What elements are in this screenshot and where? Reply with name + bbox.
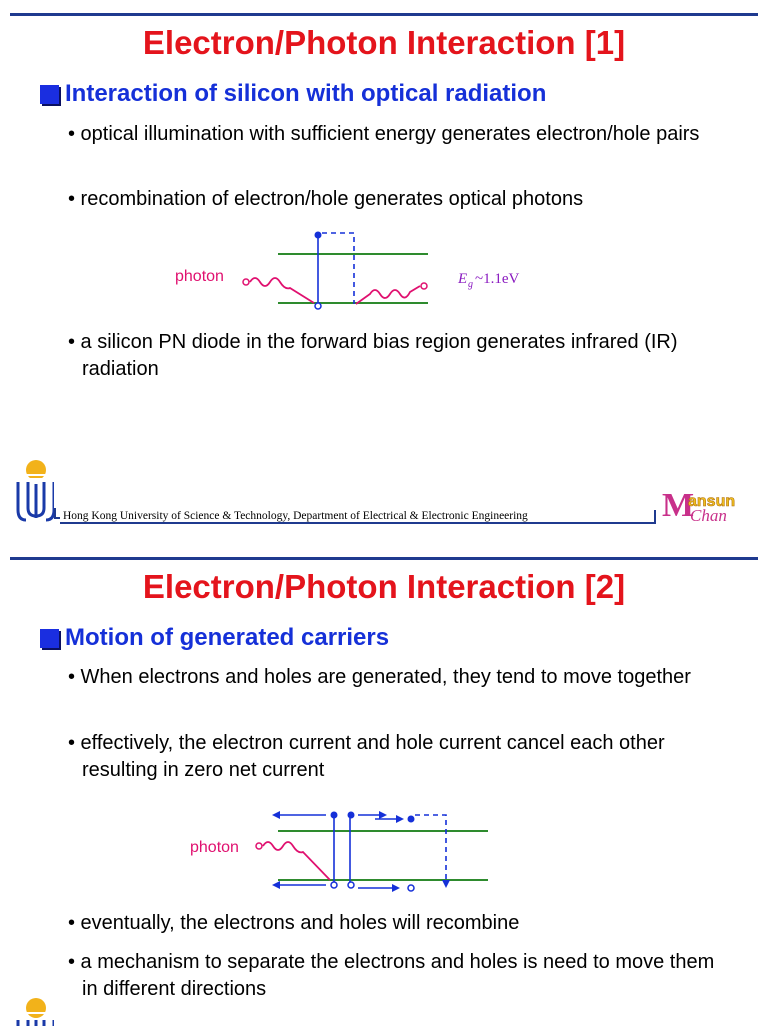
- footer: [0, 460, 768, 524]
- photon-source-icon: [256, 843, 262, 849]
- photon-source-icon: [243, 279, 249, 285]
- electron-dot: [408, 816, 415, 823]
- section-heading-text: Interaction of silicon with optical radiation: [65, 80, 547, 107]
- electron-dot: [331, 812, 338, 819]
- footer-text: Hong Kong University of Science & Technology, Department of Electrical & Electronic Engineering: [63, 510, 528, 522]
- bullet-item: • optical illumination with sufficient energy generates electron/hole pairs: [68, 123, 700, 145]
- slide-2: [0, 540, 768, 1024]
- hkust-logo-icon: [14, 996, 54, 1026]
- recombination-path: [322, 233, 354, 304]
- section-heading: [40, 624, 389, 652]
- recombination-path: [415, 815, 446, 884]
- hole-circle: [348, 882, 354, 888]
- outgoing-photon-wave: [356, 286, 420, 304]
- svg-text:M: M: [662, 488, 695, 524]
- incoming-photon-wave: [263, 842, 330, 880]
- bullet-item: • a mechanism to separate the electrons and holes is need to move them in different directions: [68, 951, 715, 1000]
- top-rule: [10, 13, 758, 16]
- bandgap-symbol: E: [458, 271, 468, 287]
- band-diagram-generation-recombination: [0, 220, 768, 320]
- electron-dot: [315, 232, 322, 239]
- bandgap-value: ~1.1eV: [475, 271, 520, 287]
- mansun-chan-logo-icon: [660, 488, 760, 524]
- svg-text:Chan: Chan: [690, 506, 727, 524]
- top-rule: [10, 557, 758, 560]
- bullet-item: • recombination of electron/hole generates optical photons: [68, 188, 584, 210]
- bullet-square-icon: [40, 629, 59, 648]
- electron-dot: [348, 812, 355, 819]
- band-diagram-carrier-motion: [0, 798, 768, 898]
- slide-title: Electron/Photon Interaction [1]: [142, 24, 626, 61]
- bullet-item: • eventually, the electrons and holes will recombine: [68, 912, 520, 934]
- section-heading: [40, 80, 546, 108]
- section-heading-text: Motion of generated carriers: [65, 624, 390, 651]
- hole-circle: [408, 885, 414, 891]
- bullet-item: • a silicon PN diode in the forward bias region generates infrared (IR) radiation: [68, 331, 678, 380]
- hole-circle: [331, 882, 337, 888]
- photon-emitted-icon: [421, 283, 427, 289]
- bandgap-subscript: g: [468, 279, 473, 290]
- bullet-square-icon: [40, 85, 59, 104]
- incoming-photon-wave: [250, 278, 314, 303]
- hole-circle: [315, 303, 321, 309]
- photon-label: photon: [190, 839, 239, 856]
- bullet-item: • effectively, the electron current and hole current cancel each other resulting in zero net current: [68, 732, 665, 781]
- bullet-item: • When electrons and holes are generated, they tend to move together: [68, 666, 691, 688]
- svg-text:ansun: ansun: [688, 493, 736, 510]
- photon-label: photon: [175, 268, 224, 285]
- slide-title: Electron/Photon Interaction [2]: [142, 568, 626, 605]
